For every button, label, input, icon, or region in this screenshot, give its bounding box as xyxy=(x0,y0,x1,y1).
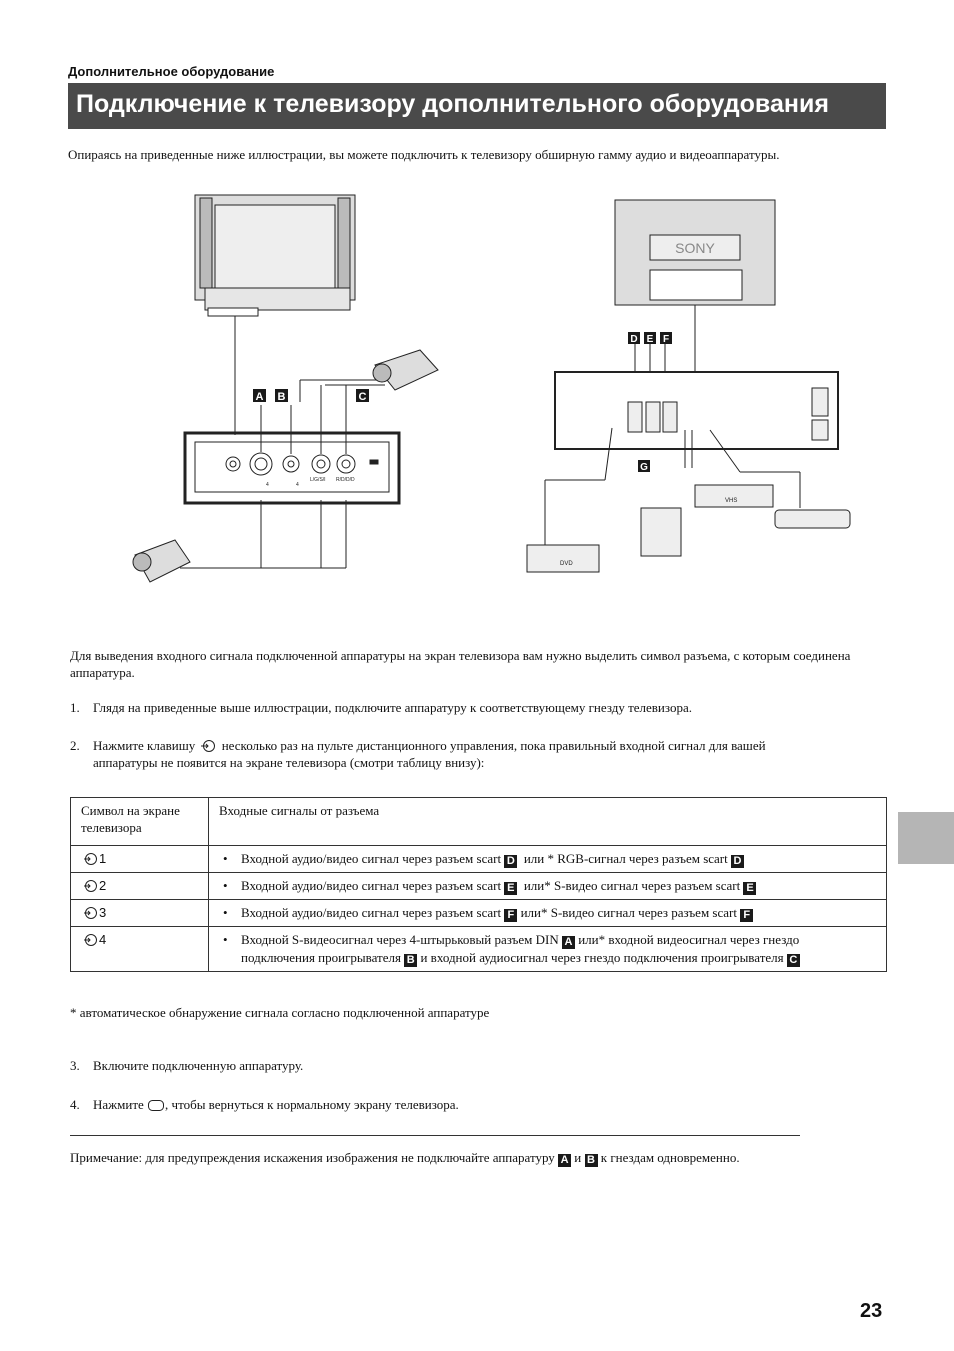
table-header-signals: Входные сигналы от разъема xyxy=(209,798,887,846)
tv-brand: SONY xyxy=(675,240,715,256)
camcorder-bottom-icon xyxy=(133,540,190,582)
jack-label-lr: L/G/S/I xyxy=(310,477,326,483)
input-icon xyxy=(81,852,99,866)
tv-button-icon xyxy=(147,1098,165,1112)
dvd-player-icon xyxy=(527,545,599,572)
input-table xyxy=(70,797,887,972)
divider xyxy=(70,1135,800,1136)
table-row: 4 • Входной S-видеосигнал через 4-штырьковый разъем DIN A или* входной видеосигнал через гнездо подключения проигрывателя B и входной аудиосигнал через гнездо подключения проигрывателя C xyxy=(71,927,887,972)
label-d: D xyxy=(630,334,638,345)
hifi-icon xyxy=(641,508,681,556)
jack-label-4b: 4 xyxy=(296,482,299,488)
page-number: 23 xyxy=(860,1300,883,1322)
label-f: F xyxy=(662,334,670,345)
explain-paragraph: Для выведения входного сигнала подключенной аппаратуры на экран телевизора вам нужно выделить символ разъема, с которым соединена аппаратура. xyxy=(70,648,851,680)
table-row: 1 • Входной аудио/видео сигнал через разъем scart D или * RGB-сигнал через разъем scart D xyxy=(71,846,887,873)
step-4: 4. Нажмите , чтобы вернуться к нормальному экрану телевизора. xyxy=(70,1097,459,1112)
connection-diagram xyxy=(120,190,860,590)
camcorder-icon xyxy=(373,350,438,390)
step-1: 1. Глядя на приведенные выше иллюстрации, подключите аппаратуру к соответствующему гнезду телевизора. xyxy=(70,700,692,715)
jack-label-rdd: R/D/D/D xyxy=(336,477,355,483)
step-3: 3. Включите подключенную аппаратуру. xyxy=(70,1058,304,1073)
intro-paragraph: Опираясь на приведенные ниже иллюстрации, вы можете подключить к телевизору обширную гамму аудио и видеоаппаратуры. xyxy=(68,147,780,162)
label-g: G xyxy=(640,462,648,473)
label-a: A xyxy=(255,391,264,403)
input-icon xyxy=(81,906,99,920)
page-title: Подключение к телевизору дополнительного оборудования xyxy=(76,90,829,118)
step-2: 2. Нажмите клавишу несколько раз на пульте дистанционного управления, пока правильный входной сигнал для вашей аппаратуры не появится на экране телевизора (смотри таблицу внизу): xyxy=(70,738,766,770)
input-icon xyxy=(81,933,99,947)
dvd-label: DVD xyxy=(560,561,573,567)
table-row: 3 • Входной аудио/видео сигнал через разъем scart F или* S-видео сигнал через разъем scart F xyxy=(71,900,887,927)
label-b: B xyxy=(277,391,286,403)
jack-label-4a: 4 xyxy=(266,482,269,488)
chapter-tab xyxy=(898,812,954,864)
input-icon xyxy=(81,879,99,893)
label-c: C xyxy=(358,391,367,403)
footnote: * автоматическое обнаружение сигнала согласно подключенной аппаратуре xyxy=(70,1005,490,1020)
input-select-icon xyxy=(198,739,218,753)
note: Примечание: для предупреждения искажения изображения не подключайте аппаратуру A и B к гнездам одновременно. xyxy=(70,1150,740,1166)
table-row: 2 • Входной аудио/видео сигнал через разъем scart E или* S-видео сигнал через разъем scart E xyxy=(71,873,887,900)
table-header-symbol: Символ на экране телевизора xyxy=(71,798,209,846)
vcr-label: VHS xyxy=(725,498,738,504)
section-heading: Дополнительное оборудование xyxy=(68,64,275,79)
game-console-icon xyxy=(775,510,850,528)
label-e: E xyxy=(646,334,654,345)
title-bar xyxy=(68,83,886,129)
tv-front-icon xyxy=(195,195,355,316)
